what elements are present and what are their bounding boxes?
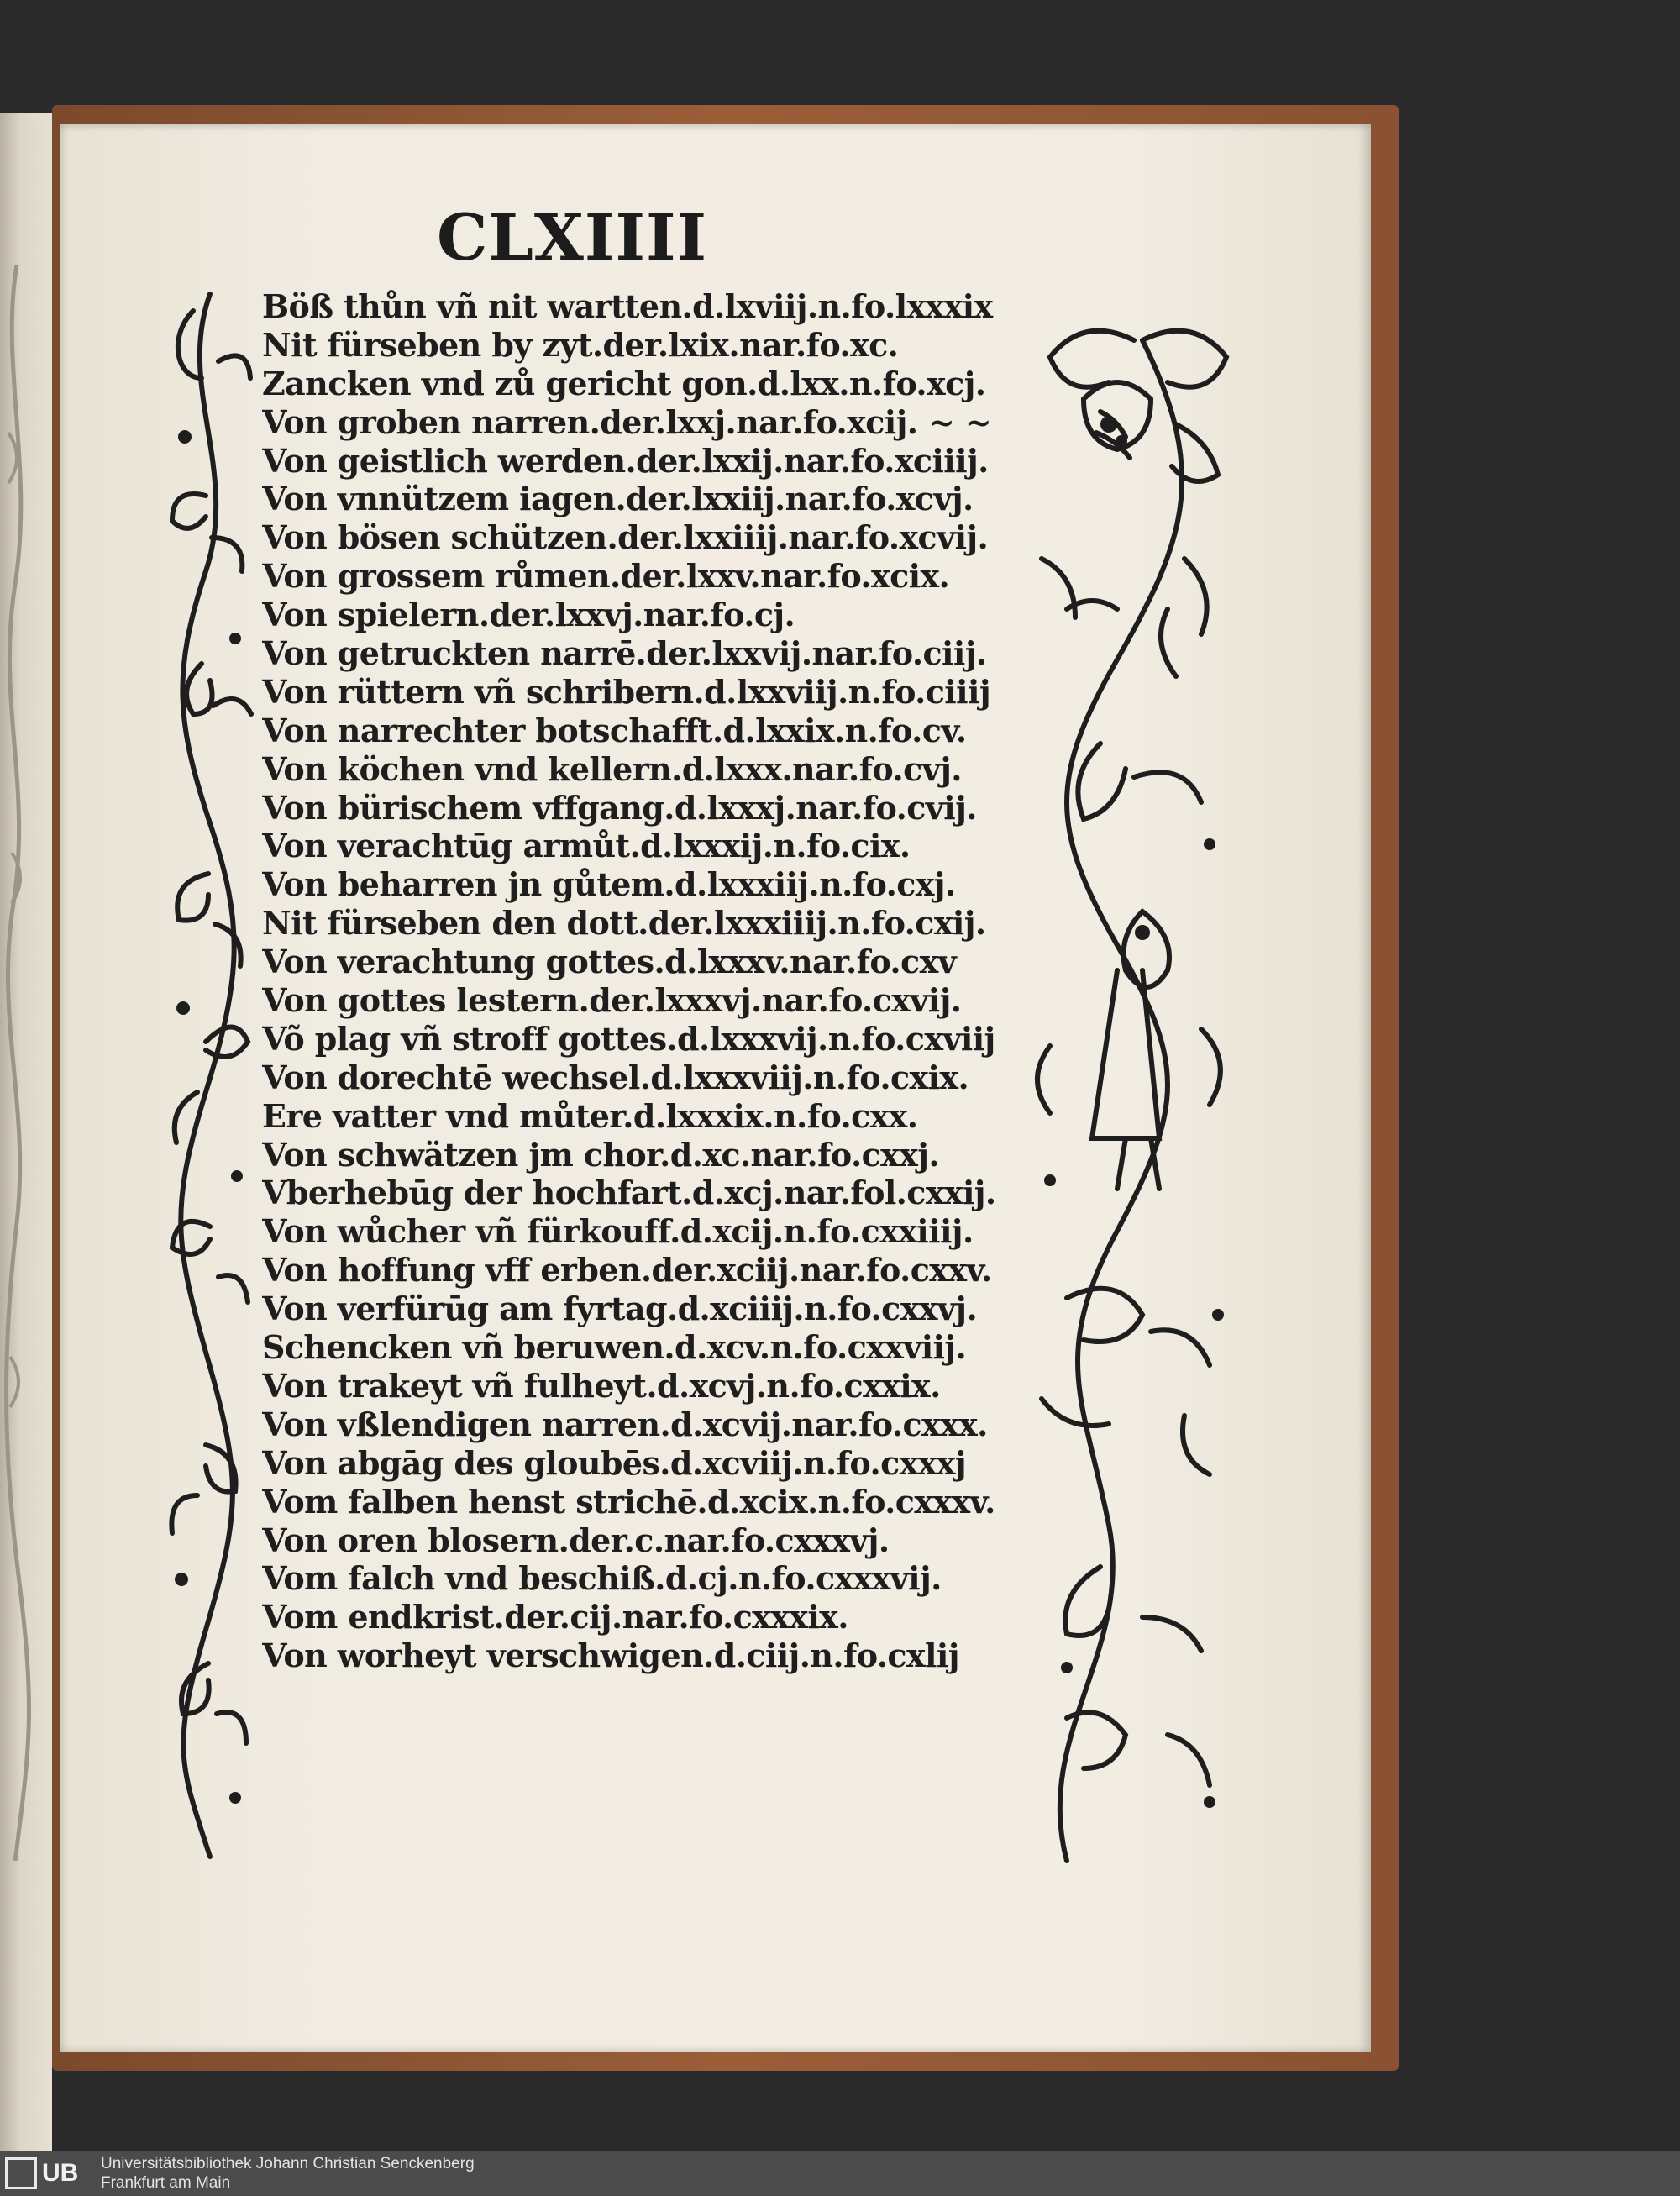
toc-line: Von vßlendigen narren.d.xcvij.nar.fo.cxxx. [262,1405,988,1443]
library-location: Frankfurt am Main [101,2174,231,2192]
toc-line: Von bösen schützen.der.lxxiiij.nar.fo.xcvij. [262,518,989,557]
library-emblem-icon [5,2157,37,2189]
toc-line: Von worheyt verschwigen.d.ciij.n.fo.cxlij [262,1636,959,1675]
toc-line: Nit fürseben den dott.der.lxxxiiij.n.fo.cxij. [262,904,986,943]
toc-line: Von vnnützem iagen.der.lxxiij.nar.fo.xcvj. [262,480,974,518]
toc-line: Von spielern.der.lxxvj.nar.fo.cj. [262,596,795,634]
facing-page-ornament [0,265,34,1861]
toc-line: Von getruckten narrē.der.lxxvij.nar.fo.ciij. [262,634,987,673]
toc-line: Schencken vñ beruwen.d.xcv.n.fo.cxxviij. [262,1328,967,1367]
toc-line: Von narrechter botschafft.d.lxxix.n.fo.cv. [262,711,967,749]
toc-line: Zancken vnd zů gericht gon.d.lxx.n.fo.xcj. [262,364,986,402]
toc-line: Ere vatter vnd můter.d.lxxxix.n.fo.cxx. [262,1096,918,1135]
toc-line: Von verachtung gottes.d.lxxxv.nar.fo.cxv [262,943,957,981]
toc-line: Von köchen vnd kellern.d.lxxx.nar.fo.cvj. [262,749,962,788]
toc-line: Von verfürūg am fyrtag.d.xciiij.n.fo.cxxvj. [262,1290,978,1328]
toc-line: Von abgāg des gloubēs.d.xcviij.n.fo.cxxxj [262,1443,966,1482]
toc-line: Von hoffung vff erben.der.xciij.nar.fo.cxxv. [262,1251,992,1290]
toc-line: Von bürischem vffgang.d.lxxxj.nar.fo.cvij. [262,788,977,827]
library-logo [5,2156,89,2191]
toc-line: Vom falben henst strichē.d.xcix.n.fo.cxxxv. [262,1482,995,1521]
toc-line: Böß thůn vñ nit wartten.d.lxviij.n.fo.lxxxix [262,287,993,325]
toc-line: Von beharren jn gůtem.d.lxxxiij.n.fo.cxj. [262,865,956,904]
toc-line: Von rüttern vñ schribern.d.lxxviij.n.fo.ciiij [262,672,990,711]
toc-line: Võ plag vñ stroff gottes.d.lxxxvij.n.fo.cxviij [262,1019,995,1058]
right-woodcut-vine-border [1016,307,1243,1865]
toc-line: Von wůcher vñ fürkouff.d.xcij.n.fo.cxxiiij. [262,1212,974,1251]
toc-line: Von trakeyt vñ fulheyt.d.xcvj.n.fo.cxxix. [262,1366,941,1405]
page-folio-number: CLXIIII [437,200,708,275]
toc-line: Nit fürseben by zyt.der.lxix.nar.fo.xc. [262,325,899,364]
toc-line: Von dorechtē wechsel.d.lxxxviij.n.fo.cxix. [262,1058,969,1096]
toc-line: Von gottes lestern.der.lxxxvj.nar.fo.cxvij. [262,981,962,1020]
library-logo-text: UB [42,2159,79,2187]
toc-line: Vom endkrist.der.cij.nar.fo.cxxxix. [262,1598,848,1636]
toc-line: Von grossem růmen.der.lxxv.nar.fo.xcix. [262,557,950,596]
toc-line: Von groben narren.der.lxxj.nar.fo.xcij. ~ ~ [262,402,992,441]
toc-line: Von schwätzen jm chor.d.xc.nar.fo.cxxj. [262,1135,940,1174]
toc-line: Von verachtūg armůt.d.lxxxij.n.fo.cix. [262,827,911,865]
toc-line: Vom falch vnd beschiß.d.cj.n.fo.cxxxvij. [262,1559,942,1598]
toc-line: Vberhebūg der hochfart.d.xcj.nar.fol.cxxij. [262,1174,996,1212]
toc-line: Von oren blosern.der.c.nar.fo.cxxxvj. [262,1521,890,1559]
library-name: Universitätsbibliothek Johann Christian Senckenberg [101,2155,475,2172]
left-woodcut-vine-border [160,286,256,1861]
toc-line: Von geistlich werden.der.lxxij.nar.fo.xciiij. [262,441,989,480]
library-footer-bar [0,2151,1680,2196]
facing-page-edge [0,113,52,2163]
table-of-contents-list [262,287,1039,1675]
